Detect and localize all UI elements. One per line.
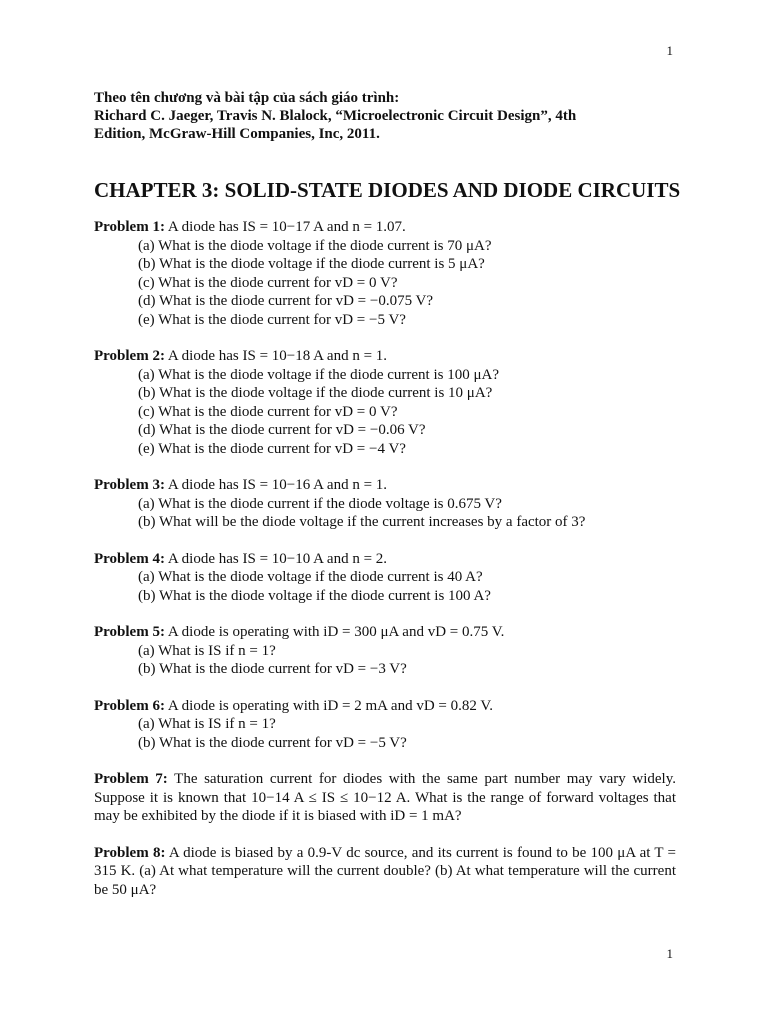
- problem-part: (e) What is the diode current for vD = −5 V?: [138, 311, 406, 328]
- problem-part: (b) What is the diode voltage if the diode current is 10 μA?: [138, 385, 493, 401]
- problem-label: Problem 2:: [94, 348, 165, 364]
- problem-5: [94, 623, 676, 679]
- problem-part: (b) What will be the diode voltage if the current increases by a factor of 3?: [138, 514, 586, 530]
- problem-2: [94, 347, 676, 458]
- problem-part: (a) What is IS if n = 1?: [138, 716, 276, 732]
- problem-part: (b) What is the diode current for vD = −3 V?: [138, 661, 407, 677]
- problem-statement: A diode is operating with iD = 2 mA and vD = 0.82 V.: [167, 697, 494, 714]
- header-line: Richard C. Jaeger, Travis N. Blalock, “Microelectronic Circuit Design”, 4th: [94, 108, 577, 124]
- problem-part: (d) What is the diode current for vD = −0.06 V?: [138, 422, 426, 438]
- header-line: Theo tên chương và bài tập của sách giáo trình:: [94, 90, 400, 106]
- problem-part: (a) What is the diode current if the diode voltage is 0.675 V?: [138, 495, 502, 512]
- problem-part: (c) What is the diode current for vD = 0 V?: [138, 403, 398, 420]
- problem-7: [94, 770, 676, 826]
- problem-statement: A diode has IS = 10−10 A and n = 2.: [167, 550, 388, 567]
- chapter-title: CHAPTER 3: SOLID-STATE DIODES AND DIODE CIRCUITS: [94, 178, 681, 202]
- problem-label: Problem 6:: [94, 697, 165, 714]
- problem-part: (b) What is the diode current for vD = −5 V?: [138, 734, 407, 751]
- problem-statement: A diode has IS = 10−17 A and n = 1.07.: [167, 219, 406, 235]
- problem-part: (a) What is the diode voltage if the diode current is 100 μA?: [138, 366, 499, 383]
- problem-3: [94, 476, 676, 532]
- problem-part: (a) What is the diode voltage if the diode current is 40 A?: [138, 569, 483, 585]
- problem-part: (e) What is the diode current for vD = −4 V?: [138, 440, 406, 457]
- problem-part: (c) What is the diode current for vD = 0 V?: [138, 274, 398, 291]
- problem-part: (b) What is the diode voltage if the diode current is 5 μA?: [138, 256, 485, 272]
- problem-label: Problem 8:: [94, 844, 166, 861]
- page-number-bottom: 1: [666, 946, 673, 961]
- problem-list: [94, 218, 676, 917]
- problem-statement: The saturation current for diodes with the same part number may vary widely. Suppose it is known that 10−14 A ≤ IS ≤ 10−12 A. What is the range of forward voltages that may be exhibited by the diode if it is biased with iD = 1 mA?: [94, 771, 676, 824]
- problem-statement: A diode has IS = 10−18 A and n = 1.: [167, 348, 388, 364]
- problem-part: (d) What is the diode current for vD = −0.075 V?: [138, 293, 434, 309]
- problem-part: (a) What is IS if n = 1?: [138, 642, 276, 659]
- problem-8: [94, 844, 676, 900]
- header-line: Edition, McGraw-Hill Companies, Inc, 2011.: [94, 126, 380, 142]
- problem-label: Problem 1:: [94, 219, 165, 235]
- problem-statement: A diode is operating with iD = 300 μA and vD = 0.75 V.: [167, 624, 505, 640]
- source-header: [94, 89, 684, 143]
- problem-part: (b) What is the diode voltage if the diode current is 100 A?: [138, 587, 491, 604]
- problem-label: Problem 5:: [94, 624, 165, 640]
- page-number-top: 1: [666, 43, 673, 58]
- problem-4: [94, 550, 676, 606]
- problem-label: Problem 4:: [94, 550, 165, 567]
- problem-statement: A diode is biased by a 0.9-V dc source, and its current is found to be 100 μA at T = 315 K. (a) At what temperature will the current double? (b) At what temperature will the current be 50 μA?: [94, 844, 676, 898]
- problem-1: [94, 218, 676, 329]
- problem-statement: A diode has IS = 10−16 A and n = 1.: [167, 477, 388, 493]
- problem-part: (a) What is the diode voltage if the diode current is 70 μA?: [138, 237, 492, 254]
- problem-6: [94, 697, 676, 753]
- problem-label: Problem 7:: [94, 771, 168, 787]
- problem-label: Problem 3:: [94, 477, 165, 493]
